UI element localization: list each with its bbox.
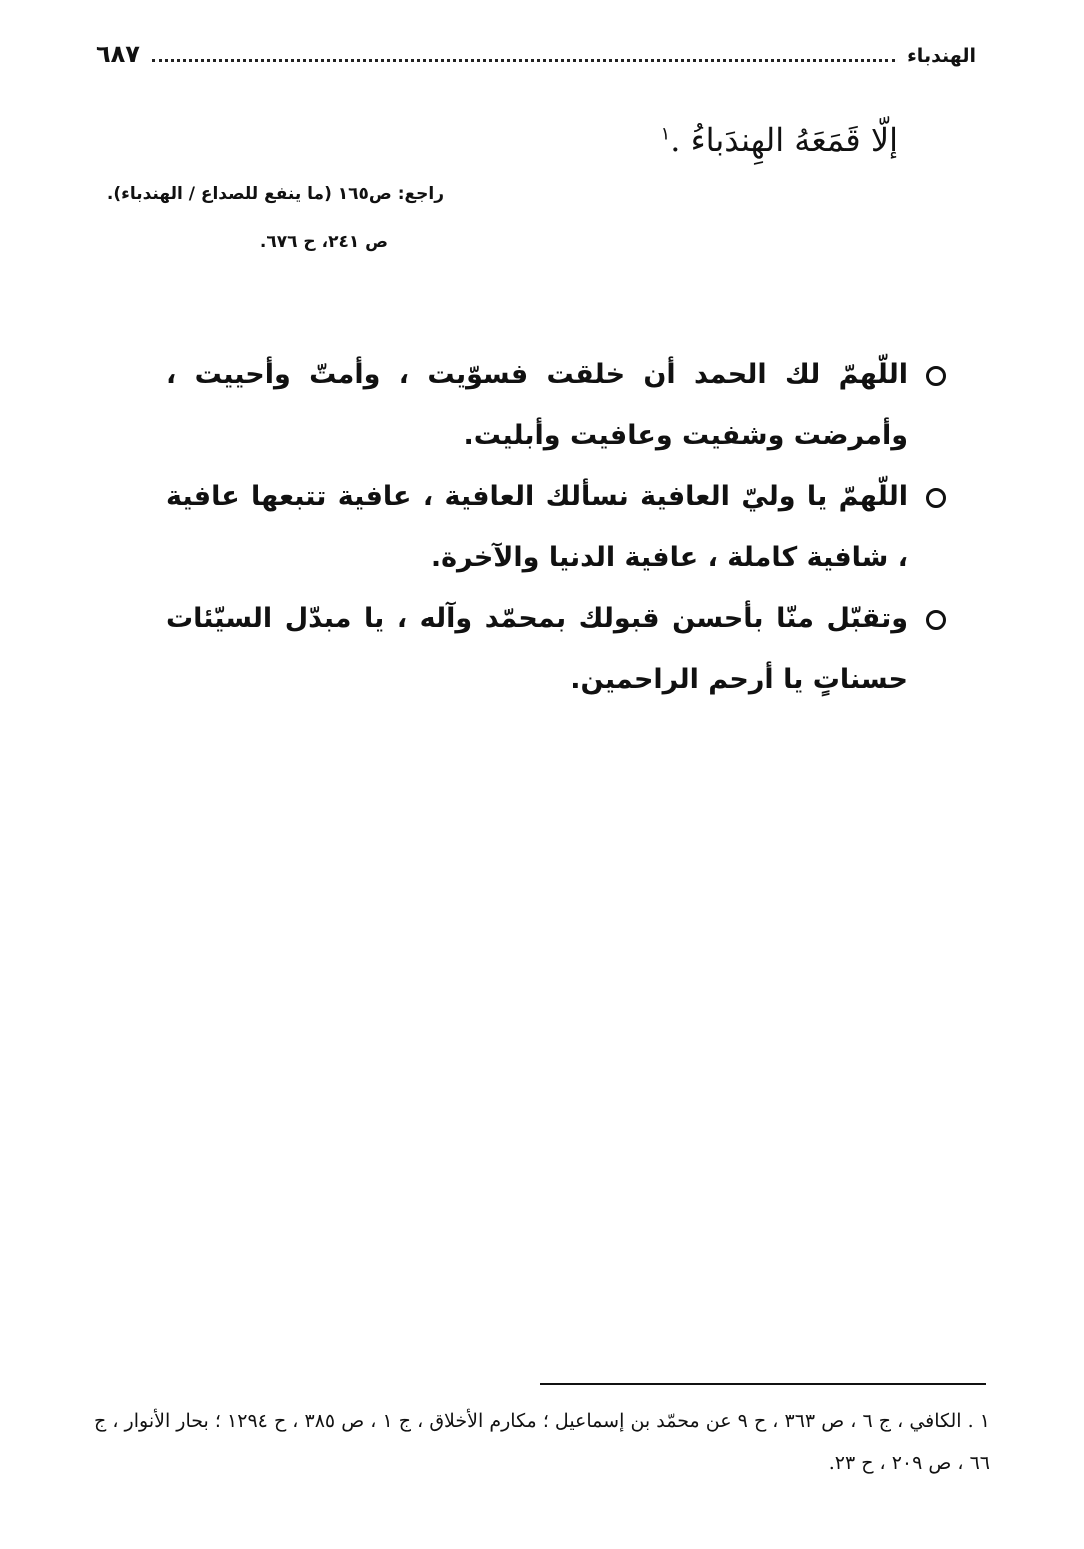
circle-bullet-icon xyxy=(926,488,946,508)
prayer-list xyxy=(166,344,946,710)
cross-reference-line-1: راجع: ص١٦٥ (ما ينفع للصداع / الهندباء). xyxy=(106,184,444,204)
prayer-text: اللّهمّ لك الحمد أن خلقت فسوّيت ، وأمتّ وأحييت ، وأمرضت وشفيت وعافيت وأبليت. xyxy=(166,359,908,451)
chapter-title: الهندباء xyxy=(907,45,976,67)
running-header xyxy=(96,40,976,80)
circle-bullet-icon xyxy=(926,610,946,630)
cross-reference-line-2: ص ٢٤١، ح ٦٧٦. xyxy=(259,232,388,252)
prayer-item xyxy=(166,588,946,710)
circle-bullet-icon xyxy=(926,366,946,386)
prayer-text: اللّهمّ يا وليّ العافية نسألك العافية ، عافية تتبعها عافية ، شافية كاملة ، عافية الدنيا والآخرة. xyxy=(166,481,908,573)
prayer-item xyxy=(166,344,946,466)
prayer-item xyxy=(166,466,946,588)
footnote: ١ . الكافي ، ج ٦ ، ص ٣٦٣ ، ح ٩ عن محمّد بن إسماعيل ؛ مكارم الأخلاق ، ج ١ ، ص ٣٨٥ ، ح ١٢٩٤ ؛ بحار الأنوار ، ج ٦٦ ، ص ٢٠٩ ، ح ٢٣. xyxy=(94,1410,991,1474)
quote-text: إلّا قَمَعَهُ الهِندَباءُ . xyxy=(670,121,898,159)
prayer-text: وتقبّل منّا بأحسن قبولك بمحمّد وآله ، يا مبدّل السيّئات حسناتٍ يا أرحم الراحمين. xyxy=(166,603,908,695)
hadith-quote xyxy=(661,118,898,163)
page-number: ٦٨٧ xyxy=(96,40,140,68)
footnote-ref: ١ xyxy=(660,123,671,145)
footnote-divider xyxy=(540,1383,986,1385)
header-dot-leader xyxy=(152,45,895,62)
